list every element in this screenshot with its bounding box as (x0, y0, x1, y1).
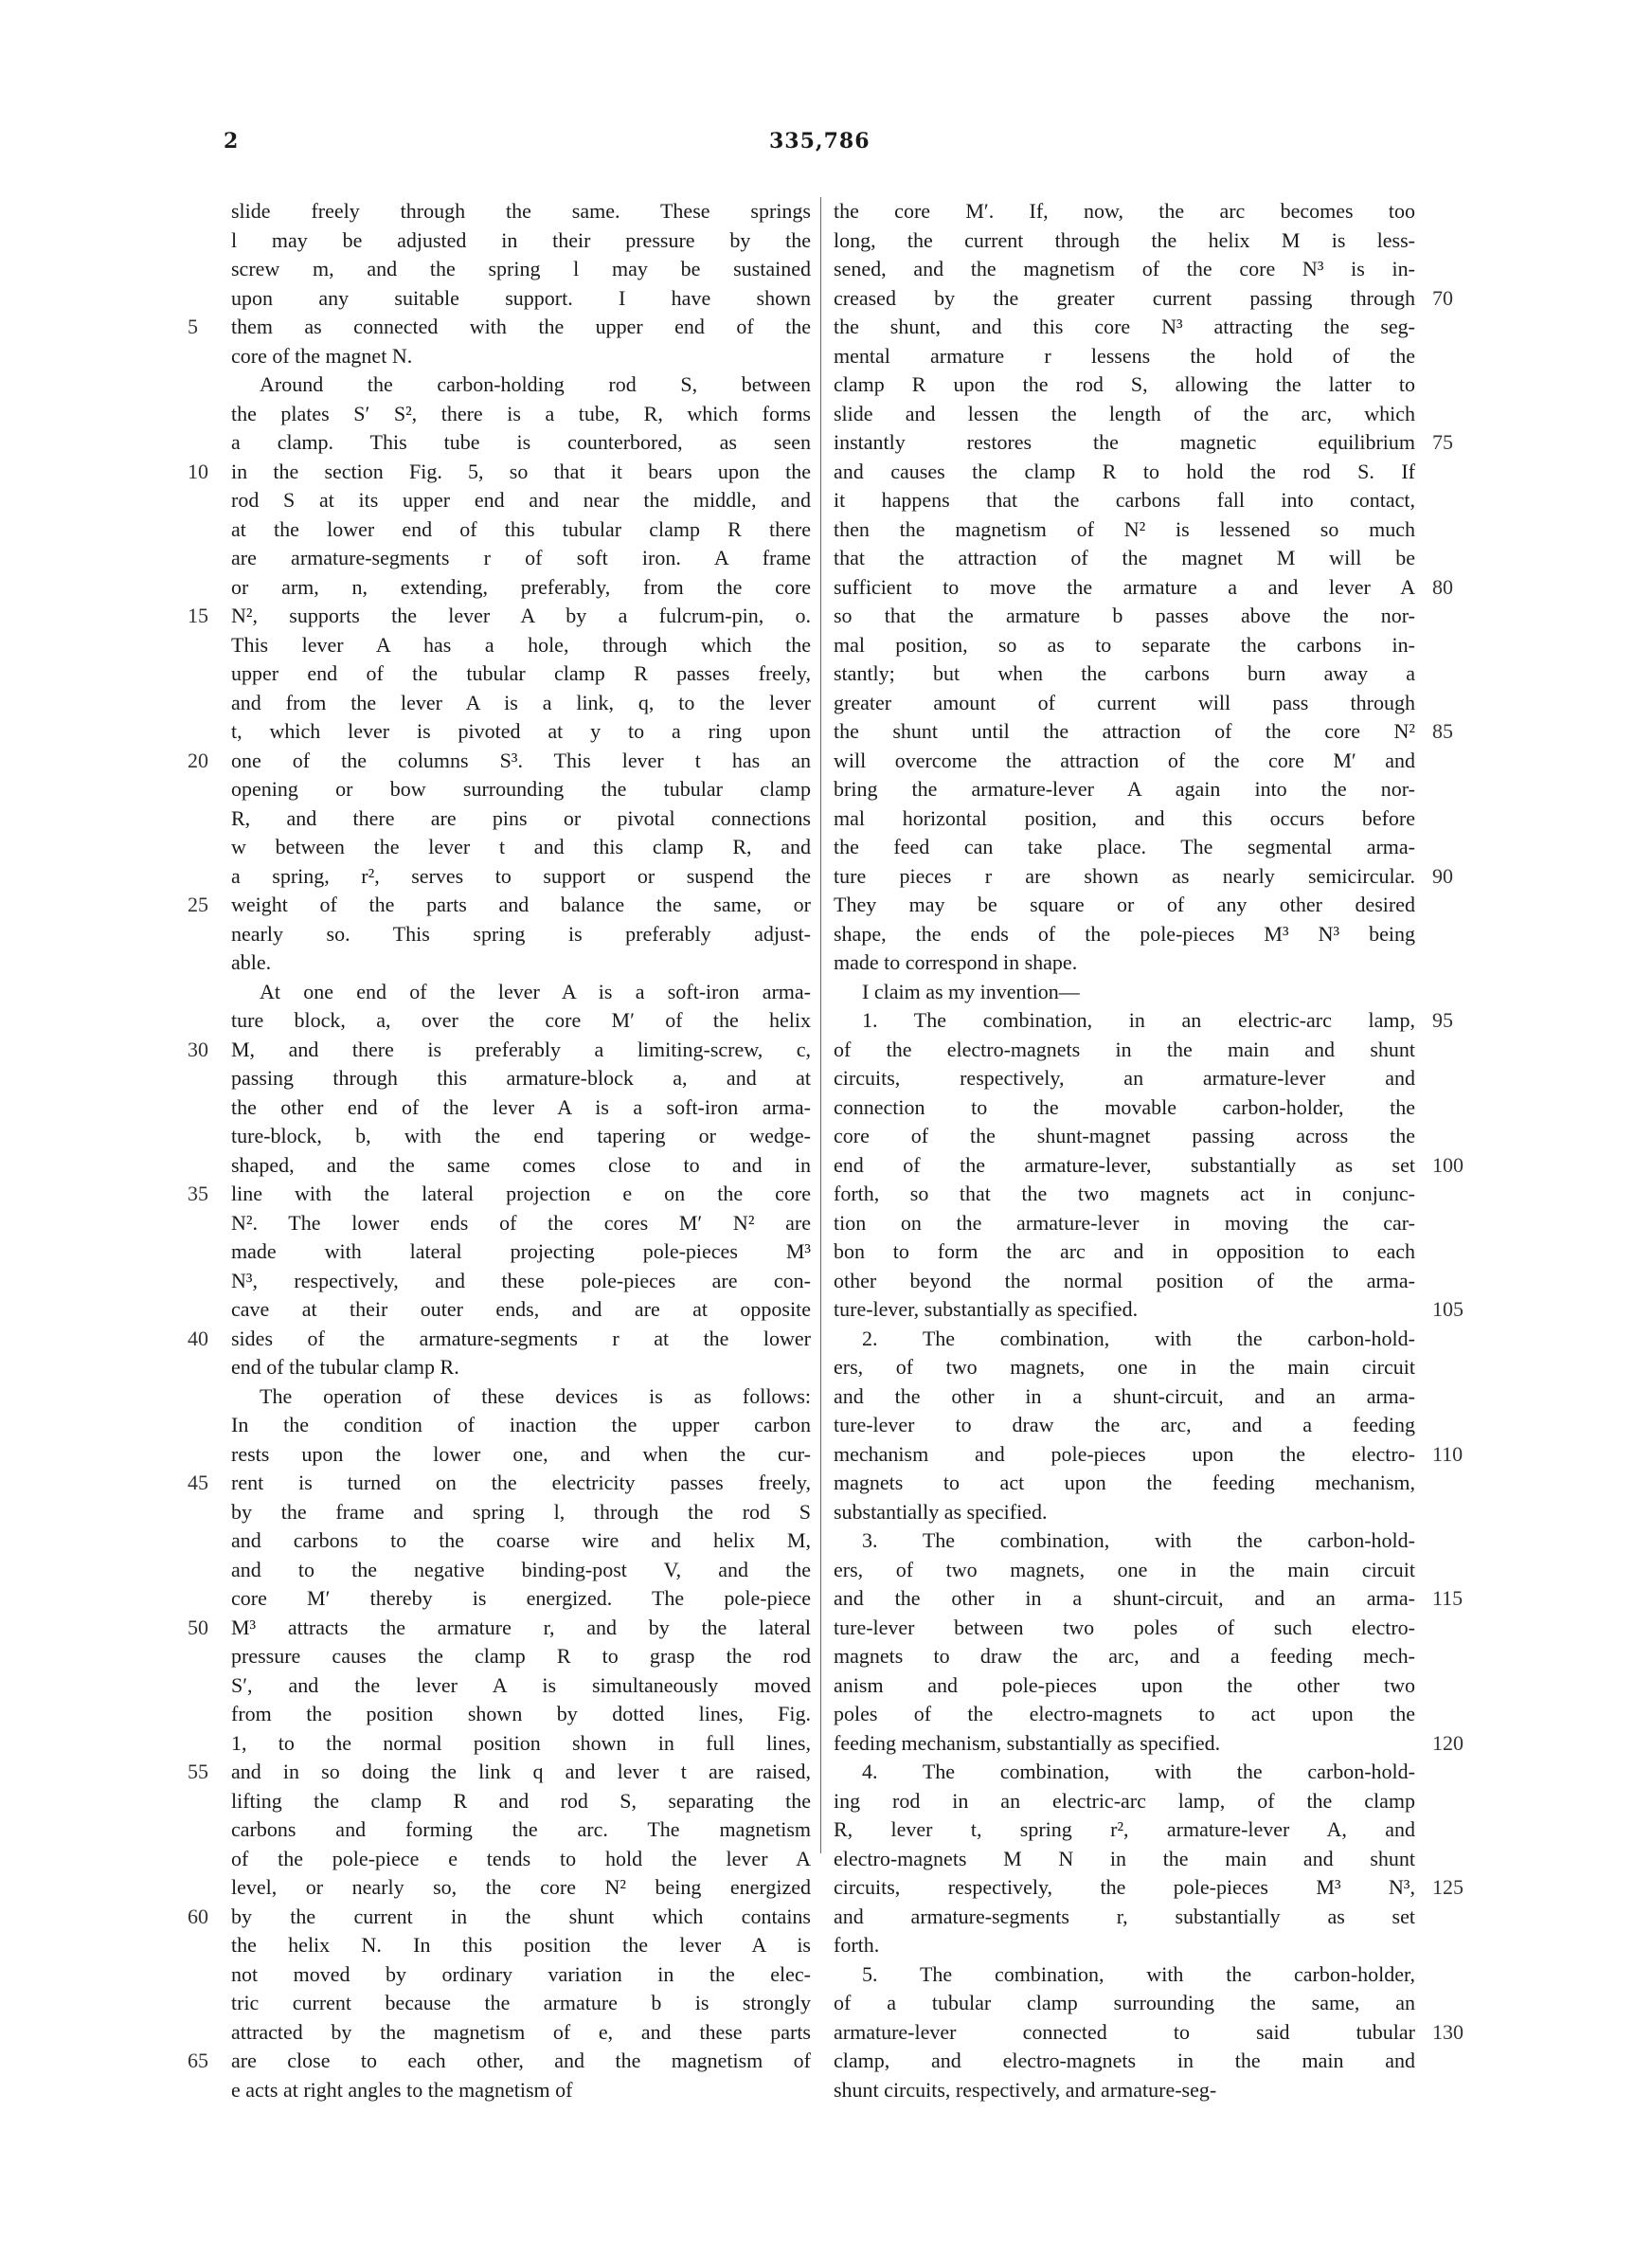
text-line: of the electro-magnets in the main and shunt (834, 1037, 1415, 1061)
text-line: substantially as specified. (834, 1499, 1048, 1524)
text-line: attracted by the magnetism of e, and these parts (231, 2019, 811, 2044)
text-line: ture pieces r are shown as nearly semicircular. (834, 863, 1415, 888)
line-number: 30 (188, 1037, 208, 1061)
text-line: screw m, and the spring l may be sustained (231, 257, 811, 280)
text-line: N². The lower ends of the cores M′ N² are (231, 1210, 811, 1235)
text-line: not moved by ordinary variation in the elec- (231, 1961, 811, 1986)
line-number: 5 (188, 315, 198, 338)
line-number: 35 (188, 1182, 208, 1205)
text-line: weight of the parts and balance the same, or (231, 893, 811, 916)
text-line: the feed can take place. The segmental arma- (834, 835, 1415, 858)
text-line: then the magnetism of N² is lessened so much (834, 516, 1415, 541)
text-line: cave at their outer ends, and are at opposite (231, 1297, 811, 1321)
text-line: rent is turned on the electricity passes freely, (231, 1471, 811, 1494)
text-line: and to the negative binding-post V, and the (231, 1557, 811, 1581)
text-line: tion on the armature-lever in moving the car- (834, 1210, 1415, 1235)
line-number: 75 (1432, 430, 1453, 454)
text-line: carbons and forming the arc. The magnetism (231, 1817, 811, 1841)
text-line: w between the lever t and this clamp R, and (231, 835, 811, 858)
text-line: sides of the armature-segments r at the lower (231, 1326, 811, 1350)
text-line: circuits, respectively, the pole-pieces M³ N³, (834, 1875, 1415, 1899)
text-line: In the condition of inaction the upper carbon (231, 1413, 811, 1436)
text-line: creased by the greater current passing through (834, 285, 1415, 310)
text-line: At one end of the lever A is a soft-iron arma- (260, 979, 811, 1003)
text-line: core M′ thereby is energized. The pole-piece (231, 1586, 811, 1610)
text-line: ers, of two magnets, one in the main circuit (834, 1557, 1415, 1581)
text-line: and from the lever A is a link, q, to the lever (231, 690, 811, 714)
text-line: shaped, and the same comes close to and in (231, 1152, 811, 1177)
text-line: the helix N. In this position the lever A is (231, 1933, 811, 1957)
text-line: ture-lever to draw the arc, and a feeding (834, 1413, 1415, 1436)
text-line: N³, respectively, and these pole-pieces are con- (231, 1268, 811, 1292)
right-column (834, 197, 1415, 2104)
column-divider (820, 197, 821, 1853)
text-line: l may be adjusted in their pressure by the (231, 227, 811, 252)
text-line: level, or nearly so, the core N² being energized (231, 1875, 811, 1899)
text-line: and the other in a shunt-circuit, and an arma- (834, 1586, 1415, 1610)
text-line: clamp, and electro-magnets in the main and (834, 2049, 1415, 2072)
line-number: 105 (1432, 1297, 1463, 1321)
text-line: 5. The combination, with the carbon-holder, (862, 1961, 1415, 1986)
text-line: bon to form the arc and in opposition to each (834, 1239, 1415, 1263)
text-line: clamp R upon the rod S, allowing the latter to (834, 372, 1415, 396)
text-line: rod S at its upper end and near the middle, and (231, 488, 811, 512)
text-line: and armature-segments r, substantially as set (834, 1904, 1415, 1928)
text-line: forth, so that the two magnets act in conjunc- (834, 1182, 1415, 1205)
text-line: sufficient to move the armature a and lever A (834, 574, 1415, 599)
line-number: 80 (1432, 574, 1453, 599)
line-number: 95 (1432, 1008, 1453, 1032)
line-number: 130 (1432, 2019, 1463, 2044)
text-line: anism and pole-pieces upon the other two (834, 1672, 1415, 1697)
text-line: M³ attracts the armature r, and by the lateral (231, 1615, 811, 1639)
text-line: upon any suitable support. I have shown (231, 285, 811, 310)
text-line: The operation of these devices is as follows: (260, 1383, 811, 1408)
line-number: 60 (188, 1904, 208, 1928)
text-line: and causes the clamp R to hold the rod S. If (834, 459, 1415, 483)
text-line: made with lateral projecting pole-pieces M³ (231, 1239, 811, 1263)
line-number: 45 (188, 1471, 208, 1494)
text-line: the shunt, and this core N³ attracting the seg- (834, 315, 1415, 338)
text-line: 3. The combination, with the carbon-hold- (862, 1528, 1415, 1552)
text-line: are close to each other, and the magnetism of (231, 2049, 811, 2072)
text-line: pressure causes the clamp R to grasp the rod (231, 1644, 811, 1668)
line-number: 55 (188, 1760, 208, 1783)
line-number: 20 (188, 748, 208, 772)
text-line: Around the carbon-holding rod S, between (260, 372, 811, 396)
text-line: or arm, n, extending, preferably, from the core (231, 574, 811, 599)
line-number: 125 (1432, 1875, 1463, 1899)
text-line: t, which lever is pivoted at y to a ring upon (231, 719, 811, 743)
text-line: opening or bow surrounding the tubular clamp (231, 777, 811, 801)
text-line: stantly; but when the carbons burn away a (834, 661, 1415, 685)
text-line: e acts at right angles to the magnetism of (231, 2077, 573, 2102)
text-line: them as connected with the upper end of the (231, 315, 811, 338)
page-number: 2 (224, 129, 239, 153)
text-line: ers, of two magnets, one in the main circuit (834, 1355, 1415, 1379)
text-line: core of the magnet N. (231, 343, 413, 368)
text-line: magnets to act upon the feeding mechanism, (834, 1471, 1415, 1494)
line-number: 120 (1432, 1730, 1463, 1755)
line-number: 100 (1432, 1152, 1463, 1177)
text-line: instantly restores the magnetic equilibrium (834, 430, 1415, 454)
text-line: end of the armature-lever, substantially as set (834, 1152, 1415, 1177)
text-line: ing rod in an electric-arc lamp, of the clamp (834, 1788, 1415, 1813)
text-line: core of the shunt-magnet passing across the (834, 1124, 1415, 1147)
text-line: the plates S′ S², there is a tube, R, which forms (231, 401, 811, 425)
text-line: feeding mechanism, substantially as specified. (834, 1730, 1221, 1755)
text-line: sened, and the magnetism of the core N³ is in- (834, 257, 1415, 280)
text-line: upper end of the tubular clamp R passes freely, (231, 661, 811, 685)
text-line: in the section Fig. 5, so that it bears upon the (231, 459, 811, 483)
text-line: are armature-segments r of soft iron. A frame (231, 546, 811, 569)
text-line: This lever A has a hole, through which the (231, 632, 811, 657)
text-line: and in so doing the link q and lever t are raised, (231, 1760, 811, 1783)
text-line: mal horizontal position, and this occurs before (834, 805, 1415, 830)
text-line: circuits, respectively, an armature-lever and (834, 1066, 1415, 1090)
text-line: line with the lateral projection e on the core (231, 1182, 811, 1205)
text-line: bring the armature-lever A again into the nor- (834, 777, 1415, 801)
line-number: 85 (1432, 719, 1453, 743)
text-line: mal position, so as to separate the carbons in- (834, 632, 1415, 657)
text-line: R, lever t, spring r², armature-lever A, and (834, 1817, 1415, 1841)
text-line: 4. The combination, with the carbon-hold- (862, 1760, 1415, 1783)
text-line: They may be square or of any other desired (834, 893, 1415, 916)
text-line: magnets to draw the arc, and a feeding mech- (834, 1644, 1415, 1668)
line-number: 115 (1432, 1586, 1463, 1610)
text-line: so that the armature b passes above the nor- (834, 604, 1415, 627)
text-line: a clamp. This tube is counterbored, as seen (231, 430, 811, 454)
text-line: from the position shown by dotted lines, Fig. (231, 1702, 811, 1725)
text-line: able. (231, 950, 272, 974)
text-line: tric current because the armature b is strongly (231, 1991, 811, 2014)
line-number: 70 (1432, 285, 1453, 310)
text-line: mental armature r lessens the hold of the (834, 343, 1415, 368)
text-line: R, and there are pins or pivotal connections (231, 805, 811, 830)
text-line: M, and there is preferably a limiting-screw, c, (231, 1037, 811, 1061)
line-number: 90 (1432, 863, 1453, 888)
text-line: the shunt until the attraction of the core N² (834, 719, 1415, 743)
text-line: long, the current through the helix M is less- (834, 227, 1415, 252)
line-number: 50 (188, 1615, 208, 1639)
text-line: lifting the clamp R and rod S, separating the (231, 1788, 811, 1813)
text-line: end of the tubular clamp R. (231, 1355, 459, 1379)
text-line: at the lower end of this tubular clamp R there (231, 516, 811, 541)
text-line: shape, the ends of the pole-pieces M³ N³ being (834, 921, 1415, 946)
text-line: passing through this armature-block a, and at (231, 1066, 811, 1090)
text-line: electro-magnets M N in the main and shunt (834, 1846, 1415, 1870)
text-line: a spring, r², serves to support or suspend the (231, 863, 811, 888)
line-number: 10 (188, 459, 208, 483)
text-line: the core M′. If, now, the arc becomes too (834, 199, 1415, 223)
text-line: ture-lever, substantially as specified. (834, 1297, 1139, 1321)
text-line: I claim as my invention— (862, 979, 1080, 1003)
text-line: 2. The combination, with the carbon-hold- (862, 1326, 1415, 1350)
text-line: slide and lessen the length of the arc, which (834, 401, 1415, 425)
text-line: nearly so. This spring is preferably adjust- (231, 921, 811, 946)
line-number: 15 (188, 604, 208, 627)
text-line: 1. The combination, in an electric-arc lamp, (862, 1008, 1415, 1032)
text-line: ture block, a, over the core M′ of the helix (231, 1008, 811, 1032)
line-number: 110 (1432, 1441, 1463, 1466)
text-line: other beyond the normal position of the arma- (834, 1268, 1415, 1292)
line-number: 40 (188, 1326, 208, 1350)
text-line: and the other in a shunt-circuit, and an arma- (834, 1383, 1415, 1408)
text-line: it happens that the carbons fall into contact, (834, 488, 1415, 512)
text-line: and carbons to the coarse wire and helix M, (231, 1528, 811, 1552)
text-line: connection to the movable carbon-holder, the (834, 1094, 1415, 1119)
text-line: by the frame and spring l, through the rod S (231, 1499, 811, 1524)
text-line: the other end of the lever A is a soft-iron arma- (231, 1094, 811, 1119)
text-line: that the attraction of the magnet M will be (834, 546, 1415, 569)
text-line: one of the columns S³. This lever t has an (231, 748, 811, 772)
left-column (231, 197, 811, 2104)
text-line: made to correspond in shape. (834, 950, 1078, 974)
line-number: 25 (188, 893, 208, 916)
text-line: poles of the electro-magnets to act upon the (834, 1702, 1415, 1725)
text-line: shunt circuits, respectively, and armature-seg- (834, 2077, 1217, 2102)
text-line: ture-lever between two poles of such electro- (834, 1615, 1415, 1639)
text-line: N², supports the lever A by a fulcrum-pin, o. (231, 604, 811, 627)
text-line: by the current in the shunt which contains (231, 1904, 811, 1928)
text-line: greater amount of current will pass through (834, 690, 1415, 714)
line-number: 65 (188, 2049, 208, 2072)
text-line: of the pole-piece e tends to hold the lever A (231, 1846, 811, 1870)
patent-number: 335,786 (769, 129, 871, 153)
text-line: will overcome the attraction of the core M′ and (834, 748, 1415, 772)
text-line: forth. (834, 1933, 880, 1957)
text-line: armature-lever connected to said tubular (834, 2019, 1415, 2044)
text-line: of a tubular clamp surrounding the same, an (834, 1991, 1415, 2014)
text-line: ture-block, b, with the end tapering or wedge- (231, 1124, 811, 1147)
text-line: S′, and the lever A is simultaneously moved (231, 1672, 811, 1697)
text-line: rests upon the lower one, and when the cur- (231, 1441, 811, 1466)
text-line: mechanism and pole-pieces upon the electro- (834, 1441, 1415, 1466)
text-line: 1, to the normal position shown in full lines, (231, 1730, 811, 1755)
text-line: slide freely through the same. These springs (231, 199, 811, 223)
